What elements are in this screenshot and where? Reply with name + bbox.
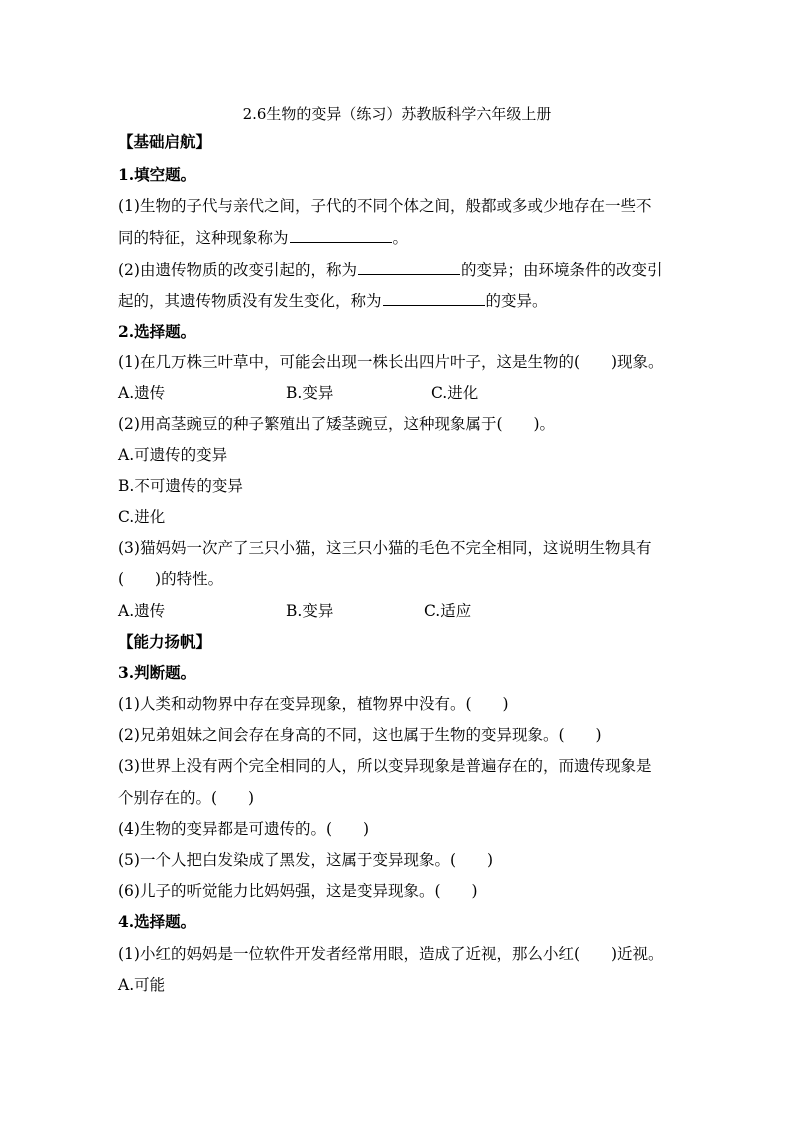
q3-sub6: (6)儿子的听觉能力比妈妈强，这是变异现象。( )	[118, 882, 478, 900]
q1-heading: 1.填空题。	[118, 165, 197, 184]
q4-heading: 4.选择题。	[118, 912, 197, 931]
q3-heading: 3.判断题。	[118, 663, 197, 682]
q3-sub4: (4)生物的变异都是可遗传的。( )	[118, 820, 370, 838]
q1-part2-text-b: 的变异；由环境条件的改变引	[460, 261, 663, 279]
q1-part1-text: 同的特征，这种现象称为	[118, 229, 289, 247]
q3-sub1: (1)人类和动物界中存在变异现象，植物界中没有。( )	[118, 695, 509, 713]
q2-sub2-option-a[interactable]: A.可遗传的变异	[118, 446, 228, 464]
q2-sub2-option-c[interactable]: C.进化	[118, 508, 166, 526]
q2-sub3-line2: ( )的特性。	[118, 570, 224, 588]
q1-part2-text-d: 的变异。	[485, 292, 548, 310]
answer-blank[interactable]	[290, 228, 392, 243]
section-heading-basic: 【基础启航】	[118, 132, 212, 151]
q1-part1-line1: (1)生物的子代与亲代之间，子代的不同个体之间，般都或多或少地存在一些不	[118, 197, 652, 215]
option-c[interactable]: C.进化	[431, 384, 479, 402]
page-title: 2.6生物的变异（练习）苏教版科学六年级上册	[242, 105, 552, 123]
q2-heading: 2.选择题。	[118, 322, 197, 341]
q1-part2-text-a: (2)由遗传物质的改变引起的，称为	[118, 261, 357, 279]
option-a[interactable]: A.遗传	[118, 602, 166, 620]
q1-part2-line2	[118, 289, 548, 313]
q3-sub5: (5)一个人把白发染成了黑发，这属于变异现象。( )	[118, 851, 494, 869]
q2-sub2-option-b[interactable]: B.不可遗传的变异	[118, 477, 243, 495]
q2-sub2: (2)用高茎豌豆的种子繁殖出了矮茎豌豆，这种现象属于( )。	[118, 415, 556, 433]
q3-sub2: (2)兄弟姐妹之间会存在身高的不同，这也属于生物的变异现象。( )	[118, 726, 602, 744]
q1-part2-line1	[118, 258, 662, 282]
option-b[interactable]: B.变异	[286, 384, 334, 402]
q2-sub1: (1)在几万株三叶草中，可能会出现一株长出四片叶子，这是生物的( )现象。	[118, 353, 664, 371]
q1-part1-end: 。	[392, 229, 409, 247]
q3-sub3-line2: 个别存在的。( )	[118, 789, 255, 807]
q1-part1-line2	[118, 226, 408, 250]
option-a[interactable]: A.遗传	[118, 384, 166, 402]
section-heading-ability: 【能力扬帆】	[118, 632, 212, 651]
q3-sub3-line1: (3)世界上没有两个完全相同的人，所以变异现象是普遍存在的，而遗传现象是	[118, 757, 652, 775]
q4-sub1-option-a[interactable]: A.可能	[118, 976, 166, 994]
option-c[interactable]: C.适应	[424, 602, 472, 620]
answer-blank[interactable]	[358, 260, 460, 275]
q2-sub3-line1: (3)猫妈妈一次产了三只小猫，这三只小猫的毛色不完全相同，这说明生物具有	[118, 539, 652, 557]
q4-sub1: (1)小红的妈妈是一位软件开发者经常用眼，造成了近视，那么小红( )近视。	[118, 945, 664, 963]
option-b[interactable]: B.变异	[286, 602, 334, 620]
answer-blank[interactable]	[383, 291, 485, 306]
q1-part2-text-c: 起的，其遗传物质没有发生变化，称为	[118, 292, 382, 310]
